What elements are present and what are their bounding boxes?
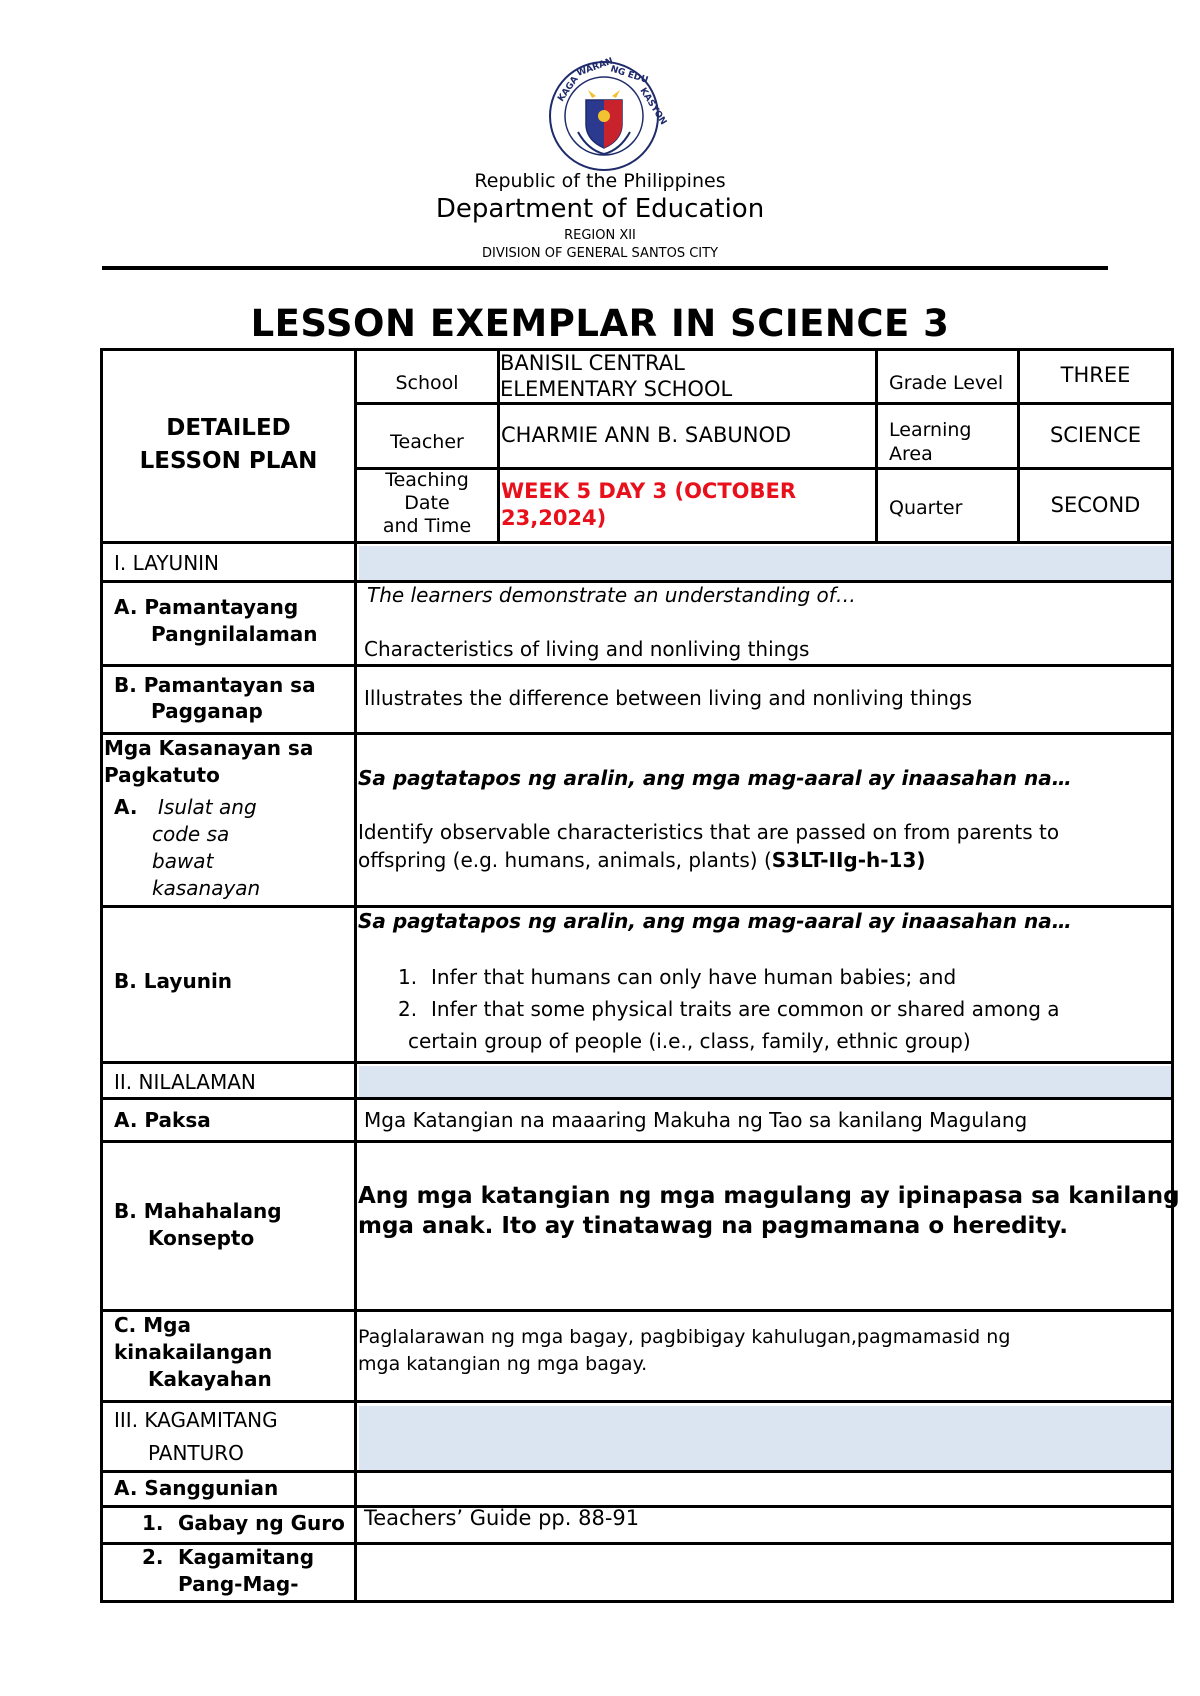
grade-value: THREE xyxy=(1060,363,1131,387)
date-value-2: 23,2024) xyxy=(501,506,607,530)
teacher-value: CHARMIE ANN B. SABUNOD xyxy=(501,423,792,447)
paksa-label: A. Paksa xyxy=(114,1108,211,1132)
republic-text: Republic of the Philippines xyxy=(474,170,726,192)
objective-1-number: 1. xyxy=(398,965,418,989)
kasanayan-text-1: Identify observable characteristics that are passed on from parents to xyxy=(358,820,1060,844)
kasanayan-label-7: kasanayan xyxy=(152,876,261,900)
kagamitang-number: 2. xyxy=(142,1545,164,1569)
svg-text:KASYON: KASYON xyxy=(637,86,669,128)
plan-label-2: LESSON PLAN xyxy=(139,448,318,474)
kakayahan-label-3: Kakayahan xyxy=(148,1367,272,1391)
kasanayan-label-1: Mga Kasanayan sa xyxy=(104,736,314,760)
section-kagamitang-1: III. KAGAMITANG xyxy=(114,1408,278,1432)
date-value-1: WEEK 5 DAY 3 (OCTOBER xyxy=(501,479,797,503)
objective-2-number: 2. xyxy=(398,997,418,1021)
pamantayang-text-2: Characteristics of living and nonliving things xyxy=(364,637,810,661)
gabay-text: Teachers’ Guide pp. 88-91 xyxy=(364,1506,640,1530)
kagamitang-label-2: Pang-Mag- xyxy=(178,1572,299,1596)
school-label: School xyxy=(395,372,459,394)
kasanayan-text-2-body: offspring (e.g. humans, animals, plants) ( xyxy=(358,848,772,872)
teacher-label: Teacher xyxy=(390,431,464,453)
gabay-number: 1. xyxy=(142,1511,164,1535)
kasanayan-label-4: Isulat ang xyxy=(158,795,257,819)
deped-seal-logo xyxy=(548,56,669,172)
kakayahan-label-2: kinakailangan xyxy=(114,1340,273,1364)
kagamitang-label-1: Kagamitang xyxy=(178,1545,315,1569)
konsepto-label-1: B. Mahahalang xyxy=(114,1199,282,1223)
kasanayan-label-6: bawat xyxy=(152,849,214,873)
objective-2-cont: certain group of people (i.e., class, family, ethnic group) xyxy=(408,1029,971,1053)
date-label-1: Teaching xyxy=(385,469,469,491)
quarter-value: SECOND xyxy=(1050,493,1141,517)
svg-text:NG EDU: NG EDU xyxy=(609,64,650,86)
quarter-label: Quarter xyxy=(889,497,963,519)
competency-code: S3LT-IIg-h-13) xyxy=(771,848,926,872)
area-label-1: Learning xyxy=(889,419,972,441)
area-value: SCIENCE xyxy=(1049,423,1142,447)
sanggunian-label: A. Sanggunian xyxy=(114,1476,279,1500)
date-label-2: Date xyxy=(404,492,450,514)
pagganap-label-2: Pagganap xyxy=(151,699,263,723)
paksa-text: Mga Katangian na maaaring Makuha ng Tao sa kanilang Magulang xyxy=(364,1108,1028,1132)
objective-2: Infer that some physical traits are common or shared among a xyxy=(431,997,1060,1021)
pamantayang-label-2: Pangnilalaman xyxy=(151,622,318,646)
kakayahan-label-1: C. Mga xyxy=(114,1313,191,1337)
konsepto-label-2: Konsepto xyxy=(148,1226,255,1250)
header-divider xyxy=(102,266,1108,270)
area-label-2: Area xyxy=(889,443,933,465)
layunin-intro: Sa pagtatapos ng aralin, ang mga mag-aaral ay inaasahan na… xyxy=(358,909,1072,933)
pagganap-text: Illustrates the difference between living and nonliving things xyxy=(364,686,973,710)
konsepto-text-1: Ang mga katangian ng mga magulang ay ipinapasa sa kanilang xyxy=(358,1183,1180,1209)
section-layunin: I. LAYUNIN xyxy=(114,551,220,575)
page-title: LESSON EXEMPLAR IN SCIENCE 3 xyxy=(250,302,950,345)
school-value-1: BANISIL CENTRAL xyxy=(500,351,685,375)
layunin-label: B. Layunin xyxy=(114,969,233,993)
kakayahan-text-2: mga katangian ng mga bagay. xyxy=(358,1353,648,1375)
svg-text:WARAN: WARAN xyxy=(575,56,615,79)
konsepto-text-2: mga anak. Ito ay tinatawag na pagmamana o heredity. xyxy=(358,1213,1069,1239)
plan-label-1: DETAILED xyxy=(166,415,291,441)
svg-text:KAGA: KAGA xyxy=(556,74,581,104)
kasanayan-label-2: Pagkatuto xyxy=(104,763,220,787)
pamantayang-text-1: The learners demonstrate an understanding of… xyxy=(367,583,856,607)
gabay-label: Gabay ng Guro xyxy=(178,1511,345,1535)
department-text: Department of Education xyxy=(435,194,765,224)
division-text: DIVISION OF GENERAL SANTOS CITY xyxy=(481,246,719,261)
objective-1: Infer that humans can only have human babies; and xyxy=(431,965,957,989)
kasanayan-label-5: code sa xyxy=(152,822,230,846)
school-value-2: ELEMENTARY SCHOOL xyxy=(500,377,733,401)
date-label-3: and Time xyxy=(382,515,472,537)
region-text: REGION XII xyxy=(564,228,636,243)
section-nilalaman: II. NILALAMAN xyxy=(114,1070,256,1094)
pamantayang-label-1: A. Pamantayang xyxy=(114,595,299,619)
grade-label: Grade Level xyxy=(889,372,1004,394)
kasanayan-intro: Sa pagtatapos ng aralin, ang mga mag-aaral ay inaasahan na… xyxy=(358,766,1072,790)
pagganap-label-1: B. Pamantayan sa xyxy=(114,673,316,697)
kasanayan-text-2 xyxy=(358,849,926,871)
section-kagamitang-2: PANTURO xyxy=(148,1441,244,1465)
kakayahan-text-1: Paglalarawan ng mga bagay, pagbibigay kahulugan,pagmamasid ng xyxy=(358,1326,1011,1348)
kasanayan-label-3: A. xyxy=(114,795,138,819)
